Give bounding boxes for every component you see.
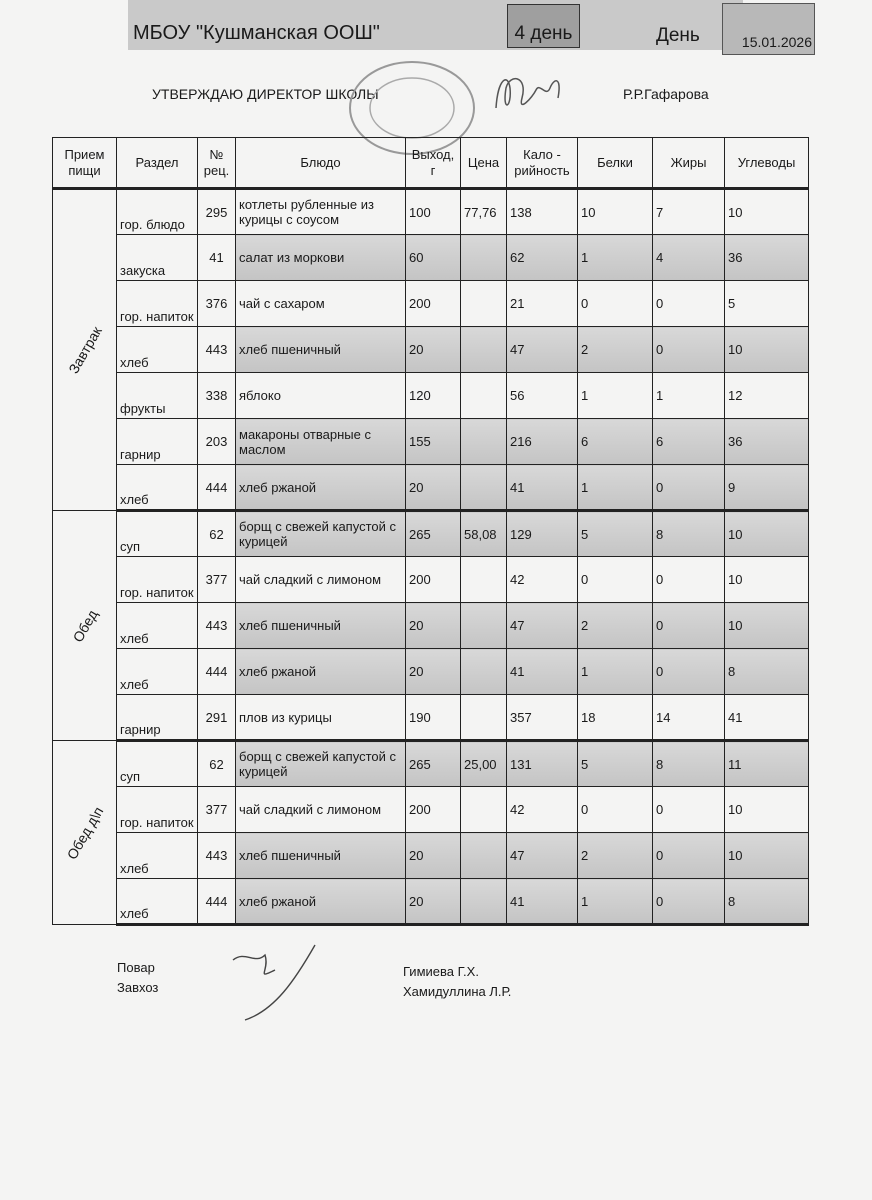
fat-cell: 0 [653,327,725,373]
price-cell [461,465,507,511]
dish-cell: чай сладкий с лимоном [236,557,406,603]
section-cell: хлеб [117,879,198,925]
table-row [53,465,809,511]
section-cell: гарнир [117,695,198,741]
calories-cell: 41 [507,879,578,925]
calories-cell: 42 [507,557,578,603]
fat-cell: 1 [653,373,725,419]
price-cell [461,235,507,281]
meal-name [53,741,117,925]
cook-name: Гимиева Г.Х. [403,964,479,979]
calories-cell: 131 [507,741,578,787]
yield-cell: 200 [406,557,461,603]
protein-cell: 18 [578,695,653,741]
dish-cell: хлеб ржаной [236,879,406,925]
dish-cell: плов из курицы [236,695,406,741]
table-row [53,603,809,649]
meal-name [53,189,117,511]
table-row [53,419,809,465]
yield-cell: 20 [406,879,461,925]
storekeeper-name: Хамидуллина Л.Р. [403,984,512,999]
table-row [53,373,809,419]
calories-cell: 357 [507,695,578,741]
yield-cell: 20 [406,327,461,373]
table-row [53,511,809,557]
fat-cell: 8 [653,741,725,787]
section-cell: гарнир [117,419,198,465]
dish-cell: хлеб ржаной [236,649,406,695]
yield-cell: 20 [406,833,461,879]
dish-cell: хлеб ржаной [236,465,406,511]
protein-cell: 1 [578,373,653,419]
storekeeper-label: Завхоз [117,980,159,995]
price-cell [461,327,507,373]
yield-cell: 200 [406,281,461,327]
price-cell [461,833,507,879]
calories-cell: 138 [507,189,578,235]
price-cell [461,603,507,649]
calories-cell: 216 [507,419,578,465]
dish-cell: хлеб пшеничный [236,327,406,373]
yield-cell: 120 [406,373,461,419]
calories-cell: 47 [507,833,578,879]
table-header-row [53,138,809,189]
recipe-cell: 377 [198,557,236,603]
date-box: 15.01.2026 [722,3,815,55]
price-cell [461,281,507,327]
fat-cell: 7 [653,189,725,235]
calories-cell: 47 [507,327,578,373]
table-row [53,327,809,373]
recipe-cell: 62 [198,511,236,557]
section-cell: хлеб [117,465,198,511]
carbs-cell: 11 [725,741,809,787]
recipe-cell: 443 [198,327,236,373]
fat-cell: 4 [653,235,725,281]
meal-label: Обед д\п [63,803,106,862]
calories-cell: 42 [507,787,578,833]
protein-cell: 2 [578,603,653,649]
table-row [53,281,809,327]
yield-cell: 60 [406,235,461,281]
section-cell: гор. блюдо [117,189,198,235]
yield-cell: 20 [406,603,461,649]
fat-cell: 0 [653,465,725,511]
col-calories: Кало - рийность [507,138,578,189]
fat-cell: 0 [653,649,725,695]
price-cell [461,419,507,465]
col-price: Цена [461,138,507,189]
section-cell: фрукты [117,373,198,419]
col-dish: Блюдо [236,138,406,189]
section-cell: хлеб [117,327,198,373]
section-cell: гор. напиток [117,281,198,327]
footer-roles [117,958,158,998]
meal-label: Завтрак [64,323,105,377]
carbs-cell: 10 [725,189,809,235]
cook-label: Повар [117,960,155,975]
section-cell: хлеб [117,833,198,879]
price-cell: 25,00 [461,741,507,787]
yield-cell: 100 [406,189,461,235]
fat-cell: 6 [653,419,725,465]
fat-cell: 0 [653,557,725,603]
recipe-cell: 376 [198,281,236,327]
protein-cell: 1 [578,235,653,281]
price-cell [461,649,507,695]
recipe-cell: 338 [198,373,236,419]
table-row [53,833,809,879]
col-fat: Жиры [653,138,725,189]
dish-cell: хлеб пшеничный [236,603,406,649]
calories-cell: 56 [507,373,578,419]
dish-cell: яблоко [236,373,406,419]
table-row [53,235,809,281]
dish-cell: чай сладкий с лимоном [236,787,406,833]
fat-cell: 0 [653,833,725,879]
dish-cell: борщ с свежей капустой с курицей [236,741,406,787]
table-row [53,695,809,741]
protein-cell: 0 [578,787,653,833]
recipe-cell: 203 [198,419,236,465]
footer-names [403,962,511,1002]
carbs-cell: 10 [725,511,809,557]
table-row [53,741,809,787]
section-cell: гор. напиток [117,557,198,603]
section-cell: гор. напиток [117,787,198,833]
table-row [53,557,809,603]
dish-cell: салат из моркови [236,235,406,281]
fat-cell: 0 [653,603,725,649]
protein-cell: 1 [578,879,653,925]
section-cell: хлеб [117,649,198,695]
col-recipe: № рец. [198,138,236,189]
calories-cell: 41 [507,649,578,695]
dish-cell: чай с сахаром [236,281,406,327]
col-yield: Выход, г [406,138,461,189]
menu-table [52,137,809,926]
fat-cell: 0 [653,787,725,833]
yield-cell: 20 [406,649,461,695]
table-row [53,649,809,695]
carbs-cell: 41 [725,695,809,741]
calories-cell: 47 [507,603,578,649]
protein-cell: 5 [578,741,653,787]
fat-cell: 8 [653,511,725,557]
calories-cell: 21 [507,281,578,327]
col-carbs: Углеводы [725,138,809,189]
section-cell: хлеб [117,603,198,649]
carbs-cell: 10 [725,557,809,603]
section-cell: суп [117,511,198,557]
recipe-cell: 295 [198,189,236,235]
day-number-box: 4 день [507,4,580,48]
price-cell: 77,76 [461,189,507,235]
yield-cell: 265 [406,741,461,787]
carbs-cell: 8 [725,879,809,925]
col-meal: Прием пищи [53,138,117,189]
calories-cell: 41 [507,465,578,511]
price-cell [461,373,507,419]
calories-cell: 62 [507,235,578,281]
table-row [53,189,809,235]
dish-cell: котлеты рубленные из курицы с соусом [236,189,406,235]
fat-cell: 0 [653,879,725,925]
recipe-cell: 443 [198,833,236,879]
carbs-cell: 5 [725,281,809,327]
yield-cell: 190 [406,695,461,741]
yield-cell: 20 [406,465,461,511]
yield-cell: 155 [406,419,461,465]
recipe-cell: 443 [198,603,236,649]
dish-cell: макароны отварные с маслом [236,419,406,465]
protein-cell: 5 [578,511,653,557]
carbs-cell: 10 [725,787,809,833]
section-cell: суп [117,741,198,787]
protein-cell: 6 [578,419,653,465]
recipe-cell: 291 [198,695,236,741]
recipe-cell: 444 [198,649,236,695]
table-row [53,787,809,833]
carbs-cell: 10 [725,603,809,649]
recipe-cell: 444 [198,879,236,925]
section-cell: закуска [117,235,198,281]
recipe-cell: 444 [198,465,236,511]
protein-cell: 0 [578,281,653,327]
protein-cell: 2 [578,327,653,373]
calories-cell: 129 [507,511,578,557]
carbs-cell: 36 [725,419,809,465]
table-row [53,879,809,925]
protein-cell: 2 [578,833,653,879]
approval-text: УТВЕРЖДАЮ ДИРЕКТОР ШКОЛЫ [152,86,379,102]
protein-cell: 0 [578,557,653,603]
col-section: Раздел [117,138,198,189]
protein-cell: 1 [578,465,653,511]
carbs-cell: 8 [725,649,809,695]
fat-cell: 14 [653,695,725,741]
yield-cell: 265 [406,511,461,557]
protein-cell: 10 [578,189,653,235]
price-cell [461,695,507,741]
dish-cell: хлеб пшеничный [236,833,406,879]
meal-label: Обед [68,606,101,645]
day-label: День [656,25,700,46]
carbs-cell: 12 [725,373,809,419]
dish-cell: борщ с свежей капустой с курицей [236,511,406,557]
recipe-cell: 41 [198,235,236,281]
recipe-cell: 62 [198,741,236,787]
cook-signature-icon [225,940,325,1025]
col-protein: Белки [578,138,653,189]
fat-cell: 0 [653,281,725,327]
director-name: Р.Р.Гафарова [623,86,709,102]
director-signature-icon [488,68,568,118]
price-cell [461,787,507,833]
protein-cell: 1 [578,649,653,695]
price-cell: 58,08 [461,511,507,557]
recipe-cell: 377 [198,787,236,833]
price-cell [461,557,507,603]
carbs-cell: 9 [725,465,809,511]
meal-name [53,511,117,741]
carbs-cell: 36 [725,235,809,281]
carbs-cell: 10 [725,833,809,879]
price-cell [461,879,507,925]
carbs-cell: 10 [725,327,809,373]
yield-cell: 200 [406,787,461,833]
school-name: МБОУ "Кушманская ООШ" [133,22,380,44]
